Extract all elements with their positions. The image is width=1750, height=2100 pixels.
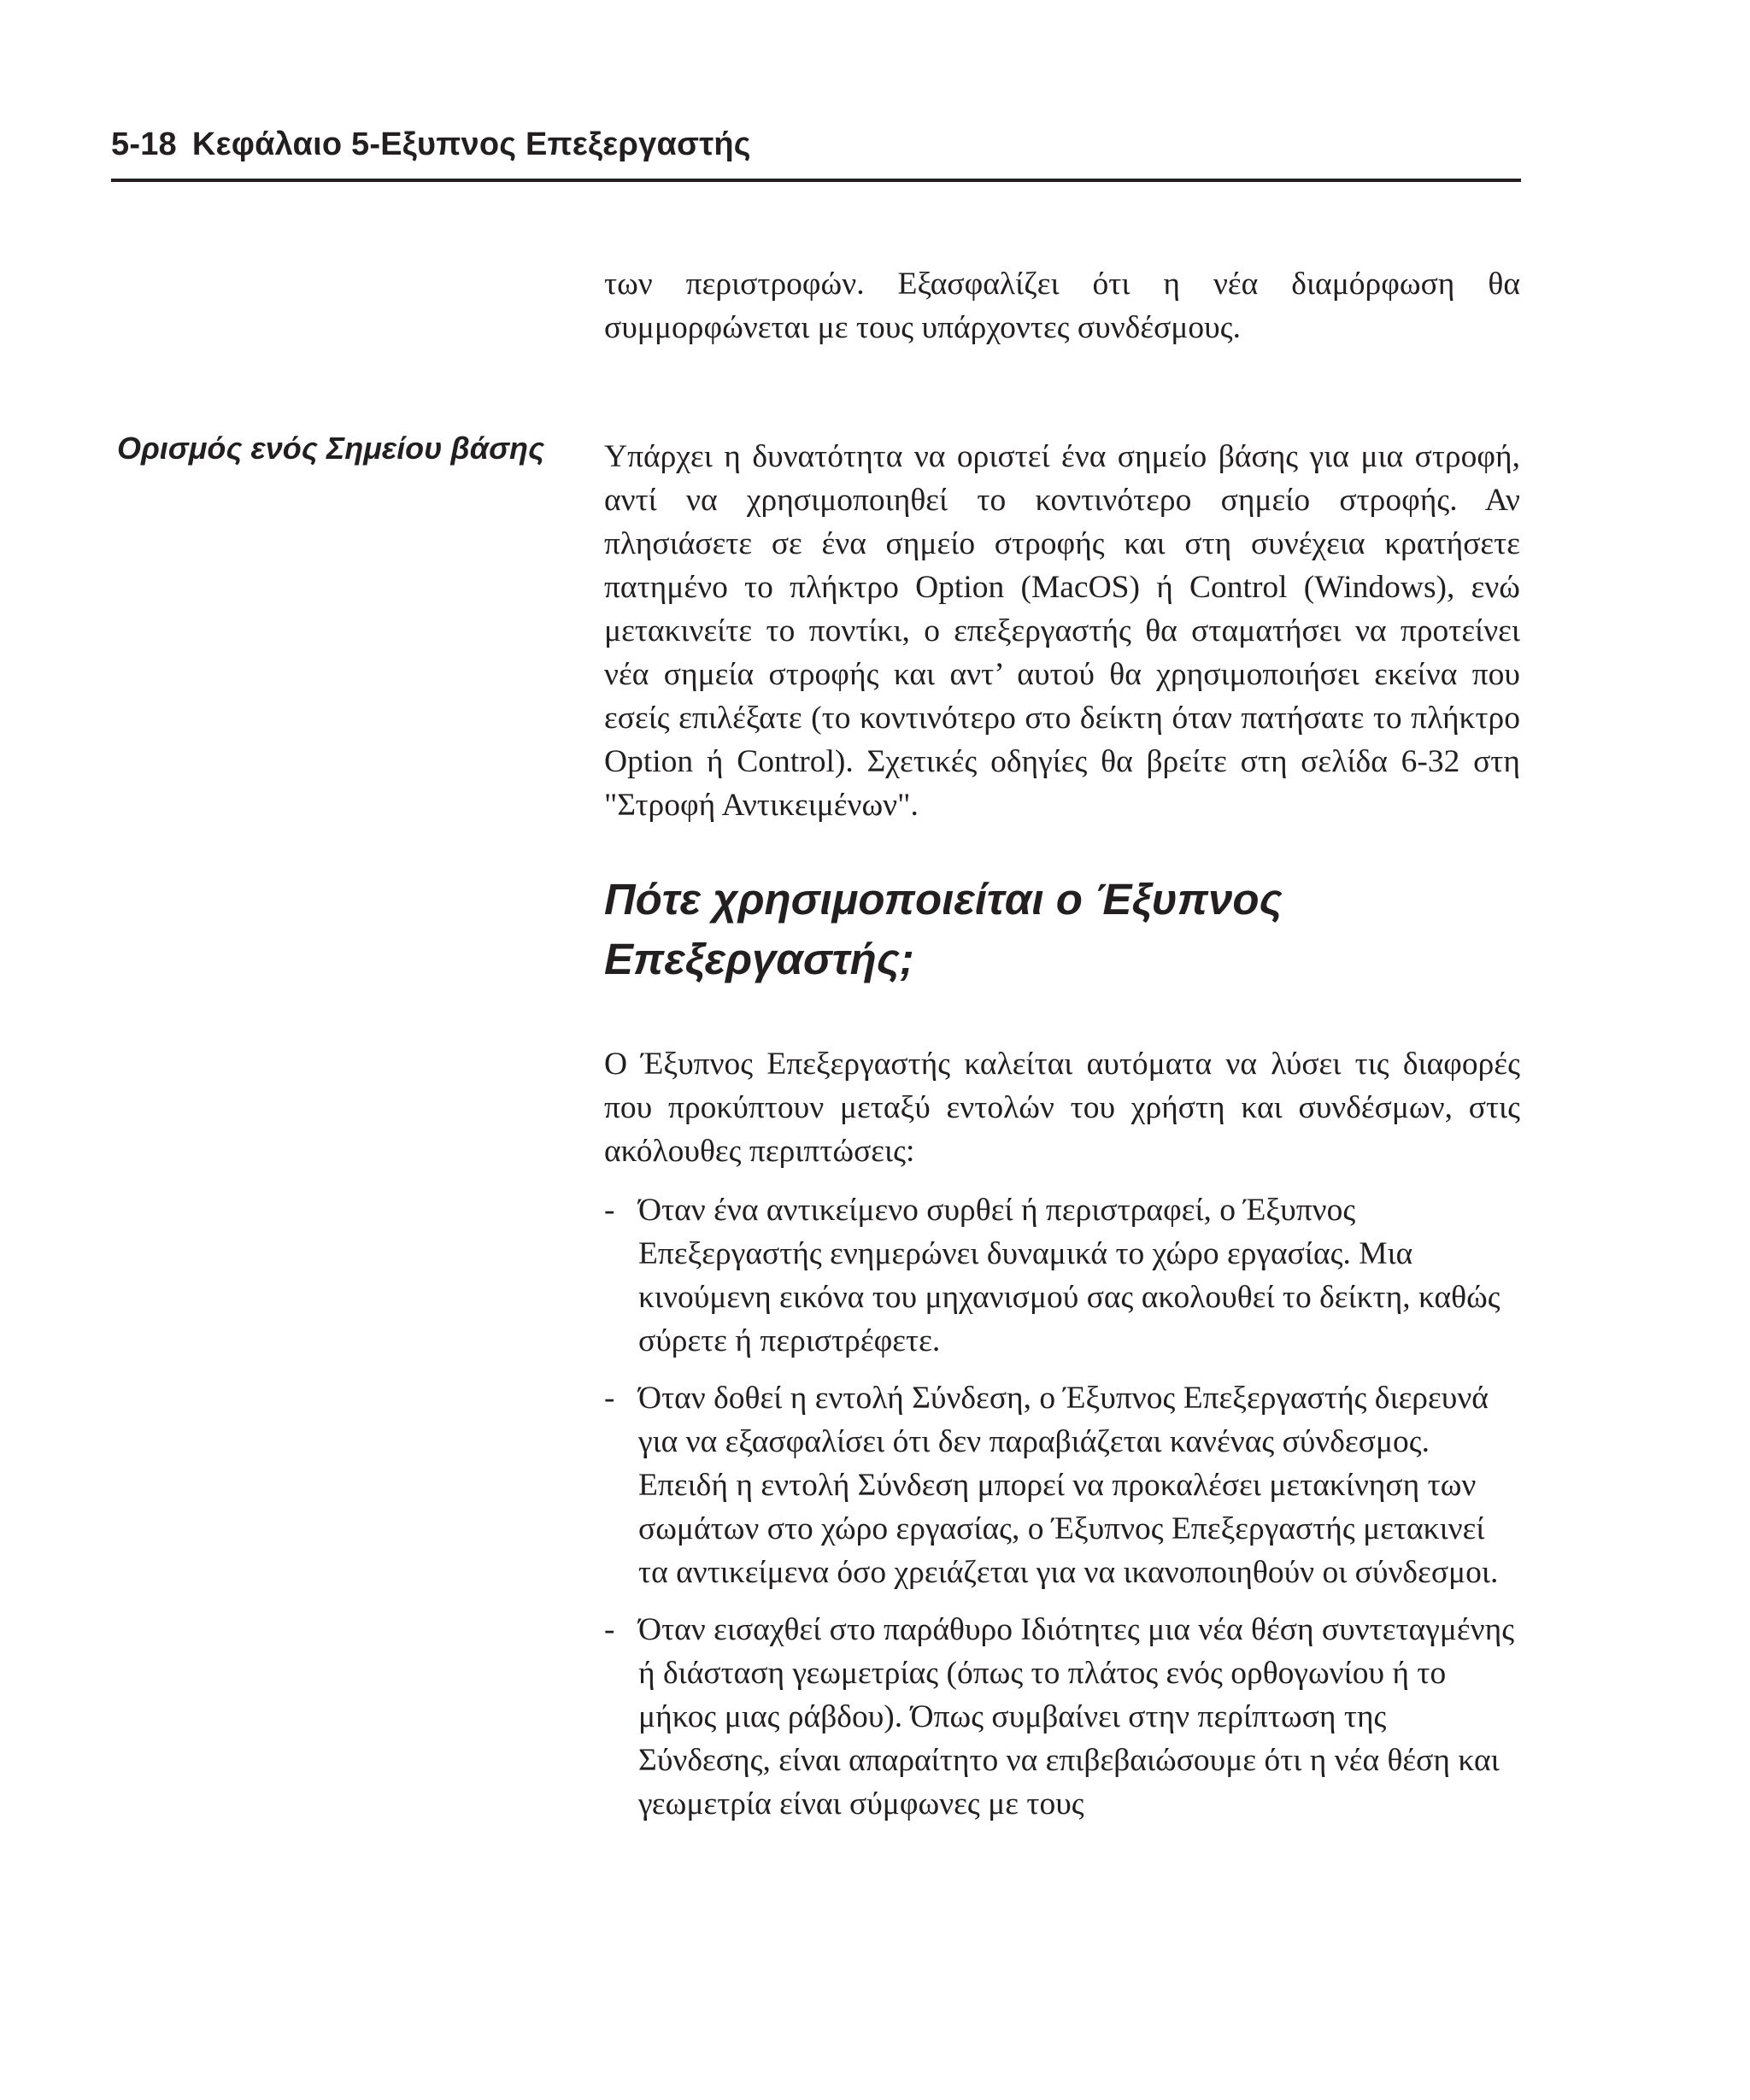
continuation-paragraph: των περιστροφών. Εξασφαλίζει ότι η νέα διαμόρφωση θα συμμορφώνεται με τους υπάρχοντες συνδέσμους. (604, 267, 1520, 345)
section-title-line2: Επεξεργαστής; (604, 935, 914, 983)
list-item (604, 1608, 1520, 1826)
page-number: 5-18 (111, 126, 177, 162)
chapter-title: Κεφάλαιο 5-Εξυπνος Επεξεργαστής (191, 126, 751, 162)
base-point-paragraph: Υπάρχει η δυνατότητα να οριστεί ένα σημείο βάσης για μια στροφή, αντί να χρησιμοποιηθεί το κοντινότερο σημείο στροφής. Αν πλησιάσετε σε ένα σημείο στροφής και στη συνέχεια κρατήσετε πατημένο το πλήκτρο Option (MacOS) ή Control (Windows), ενώ μετακινείτε το ποντίκι, ο επεξεργαστής θα σταματήσει να προτείνει νέα σημεία στροφής και αντ’ αυτού θα χρησιμοποιήσει εκείνα που εσείς επιλέξατε (το κοντινότερο στο δείκτη όταν πατήσατε το πλήκτρο Option ή Control). Σχετικές οδηγίες θα βρείτε στη σελίδα 6-32 στη "Στροφή Αντικειμένων". (604, 439, 1520, 823)
section-title-line1: Πότε χρησιμοποιείται ο Έξυπνος (604, 875, 1283, 924)
list-item-text: Όταν δοθεί η εντολή Σύνδεση, ο Έξυπνος Επεξεργαστής διερευνά για να εξασφαλίσει ότι δεν παραβιάζεται κανένας σύνδεσμος. Επειδή η εντολή Σύνδεση μπορεί να προκαλέσει μετακίνηση των σωμάτων στο χώρο εργασίας, ο Έξυπνος Επεξεργαστής μετακινεί τα αντικείμενα όσο χρειάζεται για να ικανοποιηθούν οι σύνδεσμοι. (638, 1381, 1499, 1590)
side-heading-base-point: Ορισμός ενός Σημείου βάσης (117, 431, 545, 466)
running-header (111, 126, 751, 163)
bullet-dash: - (604, 1381, 615, 1416)
bullet-dash: - (604, 1193, 615, 1228)
section-intro-paragraph: Ο Έξυπνος Επεξεργαστής καλείται αυτόματα να λύσει τις διαφορές που προκύπτουν μεταξύ εντολών του χρήστη και συνδέσμων, στις ακόλουθες περιπτώσεις: (604, 1047, 1520, 1169)
list-item-text: Όταν ένα αντικείμενο συρθεί ή περιστραφεί, ο Έξυπνος Επεξεργαστής ενημερώνει δυναμικά το χώρο εργασίας. Μια κινούμενη εικόνα του μηχανισμού σας ακολουθεί το δείκτη, καθώς σύρετε ή περιστρέφετε. (638, 1193, 1500, 1358)
bullet-dash: - (604, 1612, 615, 1647)
list-item (604, 1188, 1520, 1363)
header-rule (111, 179, 1521, 182)
list-item-text: Όταν εισαχθεί στο παράθυρο Ιδιότητες μια νέα θέση συντεταγμένης ή διάσταση γεωμετρίας (όπως το πλάτος ενός ορθογωνίου ή το μήκος μιας ράβδου). Όπως συμβαίνει στην περίπτωση της Σύνδεσης, είναι απαραίτητο να επιβεβαιώσουμε ότι η νέα θέση και γεωμετρία είναι σύμφωνες με τους (638, 1612, 1515, 1821)
section-title (604, 870, 1520, 989)
case-list (604, 1188, 1520, 1839)
list-item (604, 1376, 1520, 1594)
